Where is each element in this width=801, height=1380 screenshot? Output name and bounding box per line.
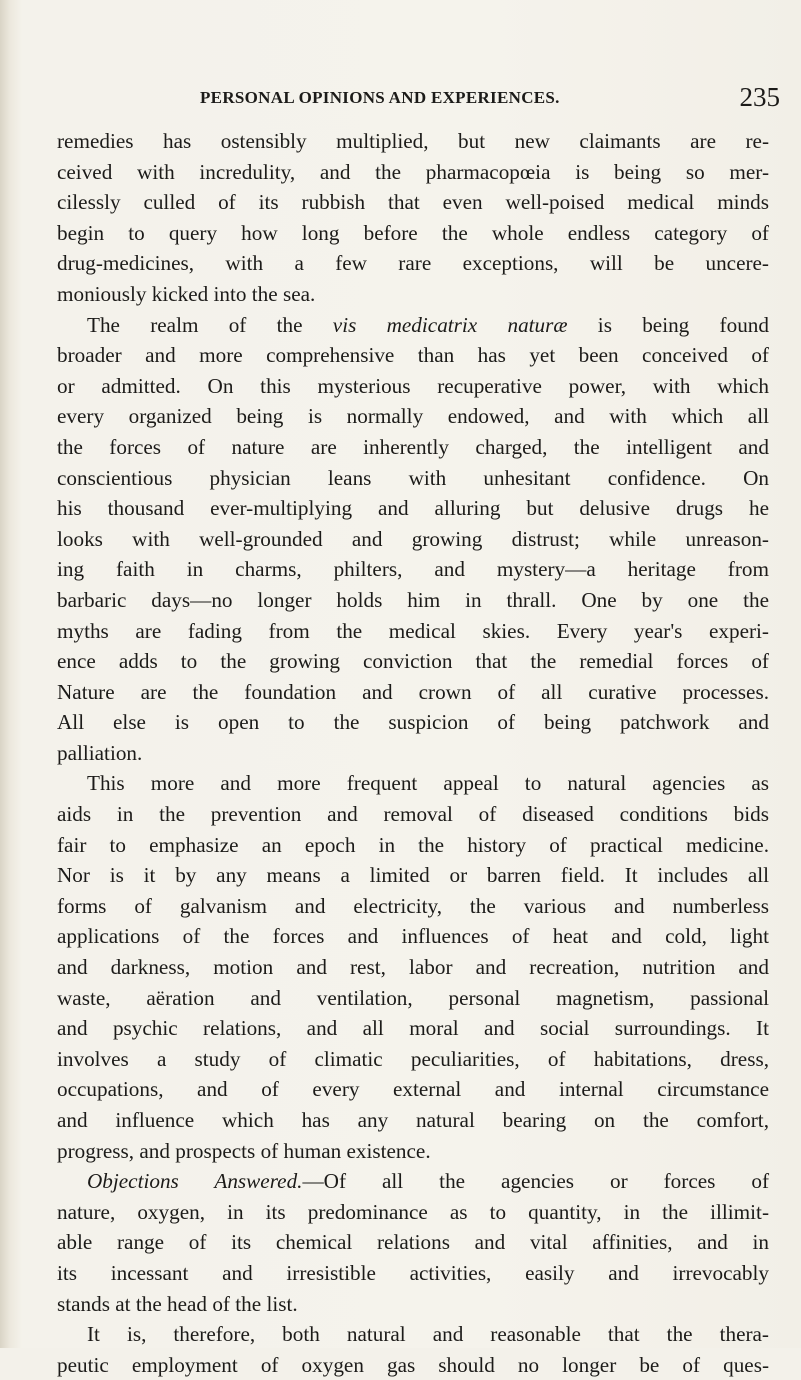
page-number: 235 (739, 82, 780, 112)
section-heading: Objections Answered. (87, 1169, 303, 1194)
text-line: and psychic relations, and all moral and social surroundings. It (57, 1016, 769, 1041)
text-line: forms of galvanism and electricity, the various and numberless (57, 893, 769, 918)
text-segment: is being found (567, 312, 769, 337)
text-line: ence adds to the growing conviction that the remedial forces of (57, 649, 769, 674)
text-line: progress, and prospects of human existence. (57, 1138, 431, 1163)
text-line: drug-medicines, with a few rare exceptions, will be uncere- (57, 251, 769, 276)
text-line: every organized being is normally endowed, and with which all (57, 404, 769, 429)
text-line: aids in the prevention and removal of diseased conditions bids (57, 802, 769, 827)
text-line: All else is open to the suspicion of being patchwork and (57, 710, 769, 735)
body-text (57, 126, 769, 1380)
text-line: broader and more comprehensive than has yet been conceived of (57, 343, 769, 368)
text-line: and darkness, motion and rest, labor and recreation, nutrition and (57, 955, 769, 980)
text-line: cilessly culled of its rubbish that even well-poised medical minds (57, 190, 769, 215)
text-segment: —Of all the agencies or forces of (302, 1169, 770, 1194)
text-line: stands at the head of the list. (57, 1291, 298, 1316)
text-line: nature, oxygen, in its predominance as to quantity, in the illimit- (57, 1199, 769, 1224)
text-line: peutic employment of oxygen gas should no longer be of ques- (57, 1352, 769, 1377)
text-line: the forces of nature are inherently charged, the intelligent and (57, 434, 769, 459)
text-line: or admitted. On this mysterious recuperative power, with which (57, 373, 769, 398)
text-line: looks with well-grounded and growing distrust; while unreason- (57, 526, 769, 551)
text-line: and influence which has any natural bearing on the comfort, (57, 1108, 769, 1132)
page-header (200, 82, 780, 112)
text-line: palliation. (57, 740, 143, 765)
text-line: remedies has ostensibly multiplied, but new claimants are re- (57, 129, 769, 153)
text-line: Nor is it by any means a limited or barren field. It includes all (57, 863, 769, 888)
text-line: occupations, and of every external and internal circumstance (57, 1077, 769, 1102)
text-line: applications of the forces and influences of heat and cold, light (57, 924, 769, 949)
text-line: ing faith in charms, philters, and mystery—a heritage from (57, 557, 769, 582)
text-line: conscientious physician leans with unhesitant confidence. On (57, 465, 769, 490)
text-line: moniously kicked into the sea. (57, 281, 316, 306)
text-line: involves a study of climatic peculiarities, of habitations, dress, (57, 1046, 769, 1071)
text-line: begin to query how long before the whole endless category of (57, 220, 769, 245)
paragraph-first-line: It is, therefore, both natural and reasonable that the thera- (87, 1322, 769, 1347)
text-line: able range of its chemical relations and vital affinities, and in (57, 1230, 769, 1255)
running-head: PERSONAL OPINIONS AND EXPERIENCES. (200, 88, 560, 107)
paragraph-first-line (57, 310, 769, 341)
text-line: waste, aëration and ventilation, personal magnetism, passional (57, 985, 769, 1010)
text-line: its incessant and irresistible activities, easily and irrevocably (57, 1260, 769, 1285)
text-segment: The realm of the (87, 312, 333, 337)
latin-phrase: vis medicatrix naturæ (332, 312, 568, 337)
text-line: barbaric days—no longer holds him in thrall. One by one the (57, 587, 769, 612)
text-line: fair to emphasize an epoch in the history of practical medicine. (57, 832, 769, 857)
text-line: Nature are the foundation and crown of all curative processes. (57, 679, 769, 704)
paragraph-first-line (57, 1166, 769, 1197)
paragraph-first-line: This more and more frequent appeal to natural agencies as (87, 771, 769, 796)
text-line: myths are fading from the medical skies. Every year's experi- (57, 618, 769, 643)
text-line: ceived with incredulity, and the pharmacopœia is being so mer- (57, 159, 769, 184)
text-line: his thousand ever-multiplying and alluring but delusive drugs he (57, 496, 769, 521)
